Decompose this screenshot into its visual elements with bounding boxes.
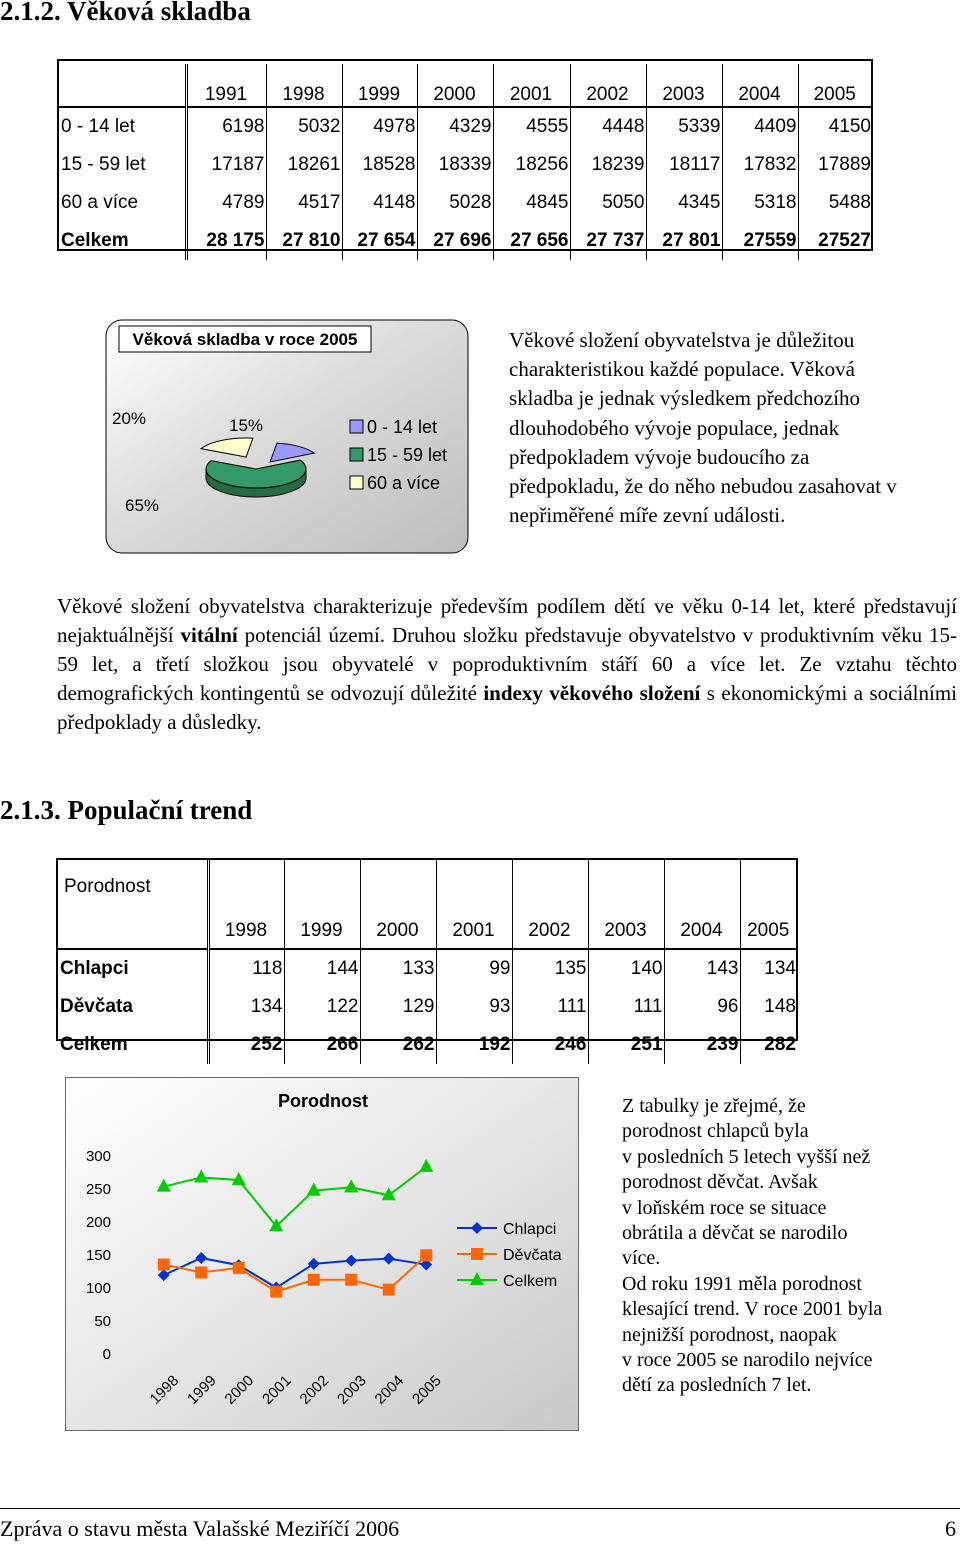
paragraph-part-1: Věkové složení obyvatelstva charakterizuje především podílem dětí ve věku 0-14 let, které představují nejaktuálnější bbox=[57, 594, 957, 647]
paragraph-part-3: s ekonomickými a sociálními předpoklady a důsledky. bbox=[57, 681, 958, 734]
births-table-cell: 129 bbox=[360, 988, 436, 1026]
y-tick-label: 0 bbox=[102, 1346, 111, 1363]
pie-chart-title: Věková skladba v roce 2005 bbox=[132, 330, 358, 349]
births-side-text-line: klesající trend. V roce 2001 byla bbox=[622, 1298, 883, 1321]
legend-label: Celkem bbox=[503, 1273, 558, 1290]
births-table-row-label: Děvčata bbox=[58, 988, 208, 1026]
births-table-cell: 143 bbox=[664, 949, 740, 988]
legend-swatch-60-plus bbox=[350, 476, 363, 489]
age-table-cell: 18528 bbox=[342, 146, 417, 184]
age-table-cell: 4555 bbox=[493, 107, 570, 146]
paragraph-part-2: potenciál území. Druhou složku představuje obyvatelstvo v produktivním věku 15-59 let, a třetí složkou jsou obyvatelé v poproduktivním stáří 60 a více let. Ze vztahu těchto demografických kontingentů se odvozují důležité bbox=[57, 623, 957, 705]
age-table-cell: 28 175 bbox=[186, 222, 266, 260]
births-table-row-label: Celkem bbox=[58, 1026, 208, 1064]
data-point bbox=[270, 1286, 282, 1298]
age-table-cell: 4978 bbox=[342, 107, 417, 146]
age-table-cell: 4409 bbox=[722, 107, 798, 146]
age-table-cell: 5050 bbox=[570, 184, 646, 222]
y-tick-label: 50 bbox=[94, 1313, 111, 1330]
births-side-text-line: v roce 2005 se narodilo nejvíce bbox=[622, 1349, 873, 1372]
births-table-cell: 118 bbox=[208, 949, 284, 988]
age-table-cell: 4789 bbox=[186, 184, 266, 222]
age-table-year: 1991 bbox=[186, 64, 266, 107]
y-tick-label: 100 bbox=[85, 1280, 111, 1297]
births-table-year: 1999 bbox=[284, 860, 360, 949]
x-tick-label: 2001 bbox=[259, 1372, 295, 1408]
age-table-cell: 27 656 bbox=[493, 222, 570, 260]
age-table-cell: 27 696 bbox=[417, 222, 493, 260]
births-table-cell: 239 bbox=[664, 1026, 740, 1064]
births-table-year: 2001 bbox=[436, 860, 512, 949]
y-tick-label: 200 bbox=[85, 1214, 111, 1231]
births-side-text-line: v loňském roce se situace bbox=[622, 1196, 827, 1219]
age-table-cell: 27 737 bbox=[570, 222, 646, 260]
age-structure-table bbox=[59, 64, 872, 260]
data-point bbox=[383, 1284, 395, 1296]
births-side-text-line: v posledních 5 letech vyšší než bbox=[622, 1145, 871, 1168]
age-table-cell: 5339 bbox=[646, 107, 722, 146]
paragraph-bold-vital: vitální bbox=[180, 623, 238, 647]
births-line-chart bbox=[65, 1077, 579, 1431]
age-table-cell: 4845 bbox=[493, 184, 570, 222]
footer-title: Zpráva o stavu města Valašské Meziříčí 2006 bbox=[0, 1516, 400, 1541]
births-table-corner: Porodnost bbox=[58, 860, 208, 949]
x-tick-label: 2005 bbox=[409, 1372, 445, 1408]
data-point bbox=[345, 1274, 357, 1286]
age-table-header-row bbox=[59, 64, 872, 107]
x-tick-label: 2003 bbox=[334, 1372, 370, 1408]
births-table-cell: 246 bbox=[512, 1026, 588, 1064]
births-table-cell: 111 bbox=[588, 988, 664, 1026]
table-row bbox=[59, 107, 872, 146]
age-table-cell: 4148 bbox=[342, 184, 417, 222]
births-side-text bbox=[622, 1094, 952, 1399]
age-table-year: 2004 bbox=[722, 64, 798, 107]
births-table-cell: 140 bbox=[588, 949, 664, 988]
data-point bbox=[233, 1262, 245, 1274]
age-table-year: 2005 bbox=[798, 64, 872, 107]
age-table-cell: 4517 bbox=[266, 184, 342, 222]
age-table-year: 2000 bbox=[417, 64, 493, 107]
legend-label: Chlapci bbox=[503, 1221, 557, 1238]
table-row bbox=[58, 949, 797, 988]
legend-label-0-14: 0 - 14 let bbox=[367, 417, 438, 437]
age-table-cell: 18339 bbox=[417, 146, 493, 184]
age-table-year: 2002 bbox=[570, 64, 646, 107]
y-tick-label: 150 bbox=[85, 1247, 111, 1264]
pie-label-60-plus: 20% bbox=[112, 409, 147, 428]
births-table-cell: 111 bbox=[512, 988, 588, 1026]
births-table-year: 1998 bbox=[208, 860, 284, 949]
age-table-row-label: 0 - 14 let bbox=[59, 107, 186, 146]
births-table-year: 2003 bbox=[588, 860, 664, 949]
legend-label-60-plus: 60 a více bbox=[367, 473, 441, 493]
legend-swatch-0-14 bbox=[350, 420, 363, 433]
births-side-text-line: porodnost chlapců byla bbox=[622, 1120, 809, 1143]
x-tick-label: 1998 bbox=[146, 1372, 183, 1408]
age-table-cell: 5032 bbox=[266, 107, 342, 146]
births-table-year: 2004 bbox=[664, 860, 740, 949]
age-table-cell: 18239 bbox=[570, 146, 646, 184]
age-table-cell: 27 810 bbox=[266, 222, 342, 260]
births-table-cell: 96 bbox=[664, 988, 740, 1026]
births-table-row-label: Chlapci bbox=[58, 949, 208, 988]
births-table-cell: 134 bbox=[208, 988, 284, 1026]
y-tick-label: 300 bbox=[85, 1148, 111, 1165]
births-table-cell: 135 bbox=[512, 949, 588, 988]
births-table-cell: 148 bbox=[764, 996, 796, 1017]
y-tick-label: 250 bbox=[85, 1181, 111, 1198]
age-table-year: 2001 bbox=[493, 64, 570, 107]
births-table-cell: 252 bbox=[208, 1026, 284, 1064]
age-table-cell: 4150 bbox=[828, 116, 871, 137]
legend-label: Děvčata bbox=[503, 1247, 562, 1264]
section-heading-population-trend: 2.1.3. Populační trend bbox=[0, 795, 253, 825]
table-row bbox=[58, 1026, 797, 1064]
data-point bbox=[308, 1274, 320, 1286]
births-table-cell: 282 bbox=[764, 1034, 796, 1055]
births-side-text-line: Z tabulky je zřejmé, že bbox=[622, 1095, 806, 1117]
age-pie-svg bbox=[105, 319, 469, 554]
births-table-year: 2002 bbox=[512, 860, 588, 949]
births-table-cell: 262 bbox=[360, 1026, 436, 1064]
age-table-cell: 17832 bbox=[722, 146, 798, 184]
births-side-text-line: dětí za posledních 7 let. bbox=[622, 1374, 812, 1397]
births-table-header-row bbox=[58, 860, 797, 949]
age-table-cell: 5488 bbox=[828, 192, 871, 213]
births-table bbox=[58, 860, 797, 1064]
births-table-cell: 133 bbox=[360, 949, 436, 988]
pie-label-15-59: 65% bbox=[125, 496, 160, 515]
age-table-row-label: 15 - 59 let bbox=[59, 146, 186, 184]
births-table-cell: 93 bbox=[436, 988, 512, 1026]
section-heading-age-structure: 2.1.2. Věková skladba bbox=[0, 0, 251, 26]
data-point bbox=[195, 1266, 207, 1278]
data-point bbox=[471, 1248, 483, 1260]
births-table-cell: 192 bbox=[436, 1026, 512, 1064]
births-side-text-line: více. bbox=[622, 1247, 661, 1270]
births-table-year: 2005 bbox=[740, 860, 797, 949]
age-table-cell: 5318 bbox=[722, 184, 798, 222]
x-tick-label: 2002 bbox=[296, 1372, 333, 1408]
table-row bbox=[59, 222, 872, 260]
legend-swatch-15-59 bbox=[350, 448, 363, 461]
age-table-cell: 5028 bbox=[417, 184, 493, 222]
age-structure-side-text: Věkové složení obyvatelstva je důležitou charakteristikou každé populace. Věková skladba je jednak výsledkem předchozího dlouhodobého vývoje populace, jednak předpokladem vývoje budoucího za předpokladu, že do něho nebudou zasahovat v nepřiměřené míře zevní události. bbox=[509, 328, 897, 528]
age-table-cell: 4345 bbox=[646, 184, 722, 222]
footer-page-number: 6 bbox=[945, 1516, 956, 1541]
age-table-cell: 18261 bbox=[266, 146, 342, 184]
births-table-cell: 122 bbox=[284, 988, 360, 1026]
data-point bbox=[420, 1249, 432, 1261]
age-table-cell: 17187 bbox=[186, 146, 266, 184]
births-line-svg bbox=[65, 1077, 579, 1431]
births-table-cell: 144 bbox=[284, 949, 360, 988]
age-table-row-label: 60 a více bbox=[59, 184, 186, 222]
age-table-cell: 17889 bbox=[818, 154, 871, 175]
legend-label-15-59: 15 - 59 let bbox=[367, 445, 448, 465]
table-row bbox=[59, 146, 872, 184]
births-table-cell: 99 bbox=[436, 949, 512, 988]
age-table-row-label: Celkem bbox=[59, 222, 186, 260]
births-table-cell: 251 bbox=[588, 1026, 664, 1064]
births-side-text-line: porodnost děvčat. Avšak bbox=[622, 1171, 818, 1194]
age-pie-chart bbox=[105, 319, 469, 554]
data-point bbox=[158, 1259, 170, 1271]
age-table-cell: 4448 bbox=[570, 107, 646, 146]
births-table-year: 2000 bbox=[360, 860, 436, 949]
age-table-year: 1999 bbox=[342, 64, 417, 107]
age-table-cell: 18117 bbox=[646, 146, 722, 184]
age-table-cell: 27 654 bbox=[342, 222, 417, 260]
table-row bbox=[59, 184, 872, 222]
births-side-text-line: obrátila a děvčat se narodilo bbox=[622, 1222, 848, 1245]
x-tick-label: 1999 bbox=[184, 1372, 220, 1408]
table-row bbox=[58, 988, 797, 1026]
x-tick-label: 2000 bbox=[221, 1372, 258, 1408]
age-table-cell: 27 801 bbox=[646, 222, 722, 260]
x-tick-label: 2004 bbox=[371, 1372, 408, 1408]
births-table-cell: 266 bbox=[284, 1026, 360, 1064]
line-chart-title: Porodnost bbox=[278, 1091, 368, 1111]
age-table-year: 2003 bbox=[646, 64, 722, 107]
paragraph-bold-indexes: indexy věkového složení bbox=[483, 681, 701, 705]
age-table-cell: 27559 bbox=[722, 222, 798, 260]
age-table-cell: 6198 bbox=[186, 107, 266, 146]
births-table-cell: 134 bbox=[764, 958, 796, 979]
age-table-cell: 27527 bbox=[818, 230, 871, 251]
age-table-year: 1998 bbox=[266, 64, 342, 107]
age-table-corner bbox=[59, 64, 186, 107]
births-side-text-line: nejnižší porodnost, naopak bbox=[622, 1323, 837, 1346]
age-table-cell: 18256 bbox=[493, 146, 570, 184]
age-structure-paragraph bbox=[57, 592, 957, 737]
births-side-text-line: Od roku 1991 měla porodnost bbox=[622, 1272, 862, 1295]
footer-rule bbox=[0, 1508, 960, 1509]
age-table-cell: 4329 bbox=[417, 107, 493, 146]
pie-label-0-14: 15% bbox=[229, 416, 264, 435]
